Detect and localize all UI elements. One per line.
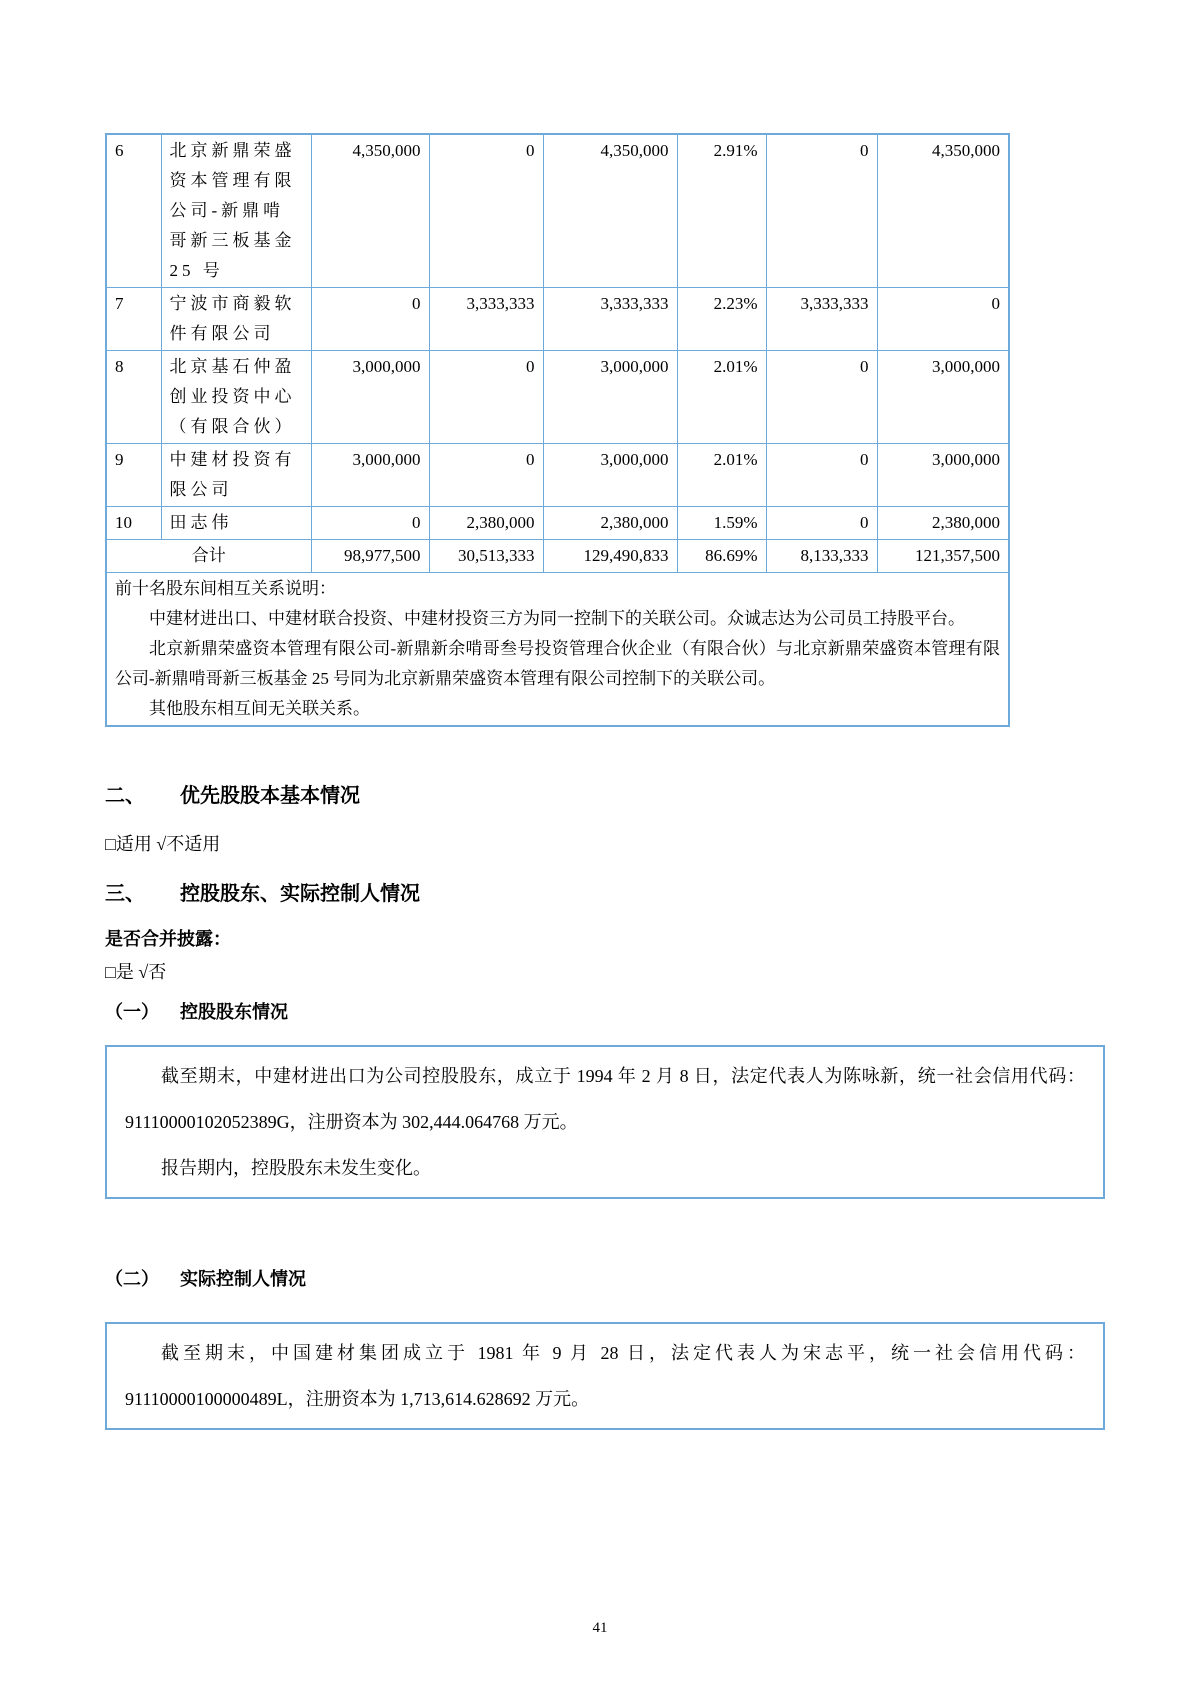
notes-row — [106, 573, 1009, 727]
controlling-shareholder-box — [105, 1045, 1105, 1199]
table-cell: 2.01% — [677, 444, 766, 507]
shareholder-name: 中建材投资有限公司 — [161, 444, 311, 507]
table-cell: 3,000,000 — [543, 351, 677, 444]
table-cell: 3,333,333 — [766, 288, 877, 351]
section-title: 优先股股本基本情况 — [180, 785, 360, 807]
table-cell: 3,000,000 — [877, 351, 1009, 444]
top-shareholders-table — [105, 133, 1010, 727]
table-cell: 2.23% — [677, 288, 766, 351]
total-row — [106, 540, 1009, 573]
table-cell: 2,380,000 — [429, 507, 543, 540]
section-heading-preferred-shares — [105, 782, 1105, 810]
row-index: 7 — [106, 288, 161, 351]
table-cell: 0 — [311, 507, 429, 540]
table-row — [106, 507, 1009, 540]
table-cell: 2,380,000 — [543, 507, 677, 540]
row-index: 10 — [106, 507, 161, 540]
table-cell: 2,380,000 — [877, 507, 1009, 540]
row-index: 6 — [106, 134, 161, 288]
table-cell: 3,000,000 — [311, 444, 429, 507]
section-title: 控股股东、实际控制人情况 — [180, 883, 420, 905]
table-cell: 8,133,333 — [766, 540, 877, 573]
box-paragraph: 截至期末，中建材进出口为公司控股股东，成立于 1994 年 2 月 8 日，法定代表人为陈咏新，统一社会信用代码：91110000102052389G，注册资本为 302,444.064768 万元。 — [125, 1066, 1085, 1132]
table-cell: 0 — [766, 134, 877, 288]
table-cell: 0 — [877, 288, 1009, 351]
merged-disclosure-label: 是否合并披露： — [105, 929, 231, 949]
table-cell: 3,000,000 — [311, 351, 429, 444]
table-cell: 2.91% — [677, 134, 766, 288]
box-paragraph: 报告期内，控股股东未发生变化。 — [161, 1158, 431, 1178]
table-cell: 98,977,500 — [311, 540, 429, 573]
shareholder-name: 田志伟 — [161, 507, 311, 540]
section-number: 二、 — [105, 785, 145, 807]
subsection-number: （一） — [105, 1002, 159, 1022]
table-row — [106, 134, 1009, 288]
table-row — [106, 444, 1009, 507]
subsection-title: 实际控制人情况 — [180, 1269, 306, 1289]
table-cell: 4,350,000 — [311, 134, 429, 288]
table-cell: 30,513,333 — [429, 540, 543, 573]
table-cell: 3,000,000 — [543, 444, 677, 507]
table-cell: 3,333,333 — [543, 288, 677, 351]
page-content — [105, 133, 1105, 1430]
subsection-heading-actual-controller — [105, 1267, 1105, 1292]
table-cell: 0 — [429, 444, 543, 507]
actual-controller-box — [105, 1322, 1105, 1430]
table-cell: 3,333,333 — [429, 288, 543, 351]
table-cell: 0 — [429, 134, 543, 288]
table-cell: 4,350,000 — [877, 134, 1009, 288]
box-paragraph: 截至期末，中国建材集团成立于 1981 年 9 月 28 日，法定代表人为宋志平，统一社会信用代码：91110000100000489L，注册资本为 1,713,614.628692 万元。 — [125, 1343, 1085, 1409]
notes-paragraph: 中建材进出口、中建材联合投资、中建材投资三方为同一控制下的关联公司。众诚志达为公司员工持股平台。 — [149, 609, 965, 628]
table-cell: 86.69% — [677, 540, 766, 573]
relationship-notes — [106, 573, 1009, 727]
table-cell: 3,000,000 — [877, 444, 1009, 507]
total-label: 合计 — [106, 540, 311, 573]
shareholder-name: 北京基石仲盈创业投资中心（有限合伙） — [161, 351, 311, 444]
subsection-number: （二） — [105, 1269, 159, 1289]
table-row — [106, 288, 1009, 351]
section-heading-controlling-shareholder — [105, 880, 1105, 908]
applicability-line: □适用 √不适用 — [105, 834, 221, 854]
table-cell: 1.59% — [677, 507, 766, 540]
table-cell: 129,490,833 — [543, 540, 677, 573]
table-row — [106, 351, 1009, 444]
table-cell: 4,350,000 — [543, 134, 677, 288]
subsection-title: 控股股东情况 — [180, 1002, 288, 1022]
table-cell: 0 — [766, 351, 877, 444]
section-number: 三、 — [105, 883, 145, 905]
shareholder-name: 宁波市商毅软件有限公司 — [161, 288, 311, 351]
shareholder-name: 北京新鼎荣盛资本管理有限公司-新鼎啃哥新三板基金25 号 — [161, 134, 311, 288]
notes-paragraph: 北京新鼎荣盛资本管理有限公司-新鼎新余啃哥叁号投资管理合伙企业（有限合伙）与北京新鼎荣盛资本管理有限公司-新鼎啃哥新三板基金 25 号同为北京新鼎荣盛资本管理有限公司控制下的关联公司。 — [115, 639, 1000, 688]
row-index: 8 — [106, 351, 161, 444]
table-cell: 121,357,500 — [877, 540, 1009, 573]
table-cell: 2.01% — [677, 351, 766, 444]
subsection-heading-controlling-shareholder — [105, 1000, 1105, 1025]
table-cell: 0 — [311, 288, 429, 351]
table-cell: 0 — [766, 444, 877, 507]
merged-disclosure-value: □是 √否 — [105, 962, 167, 982]
table-cell: 0 — [766, 507, 877, 540]
notes-title: 前十名股东间相互关系说明： — [115, 579, 336, 598]
page-number: 41 — [592, 1620, 608, 1636]
row-index: 9 — [106, 444, 161, 507]
table-cell: 0 — [429, 351, 543, 444]
notes-paragraph: 其他股东相互间无关联关系。 — [149, 699, 370, 718]
